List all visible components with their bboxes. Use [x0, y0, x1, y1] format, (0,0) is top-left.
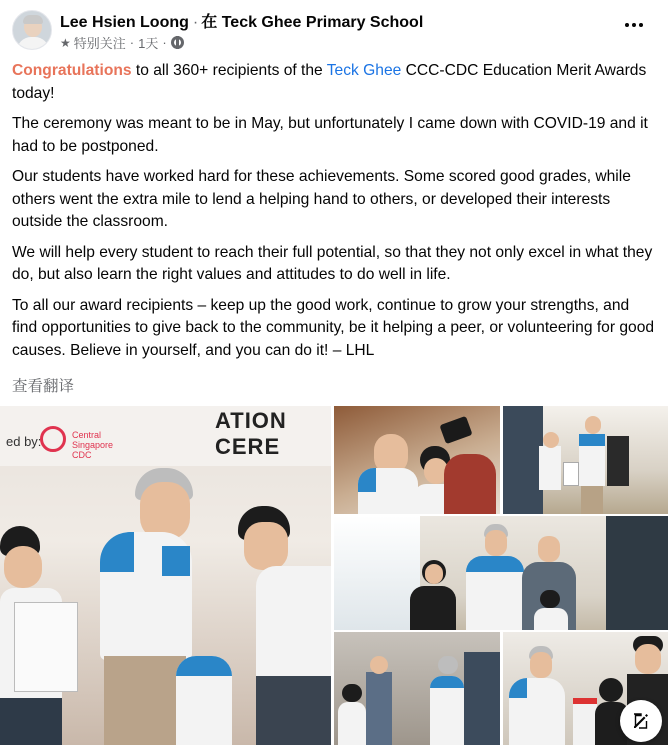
figure-sleeve	[509, 678, 527, 698]
post-header	[0, 0, 668, 56]
author-name[interactable]: Lee Hsien Loong	[60, 14, 189, 31]
post-title-line	[60, 9, 423, 32]
figure-collar	[579, 434, 605, 446]
globe-icon	[171, 36, 184, 49]
logo-line-2: Singapore	[72, 440, 114, 450]
figure-shirt	[607, 436, 629, 486]
meta-dot-2: ·	[162, 35, 167, 50]
star-icon: ★	[60, 35, 71, 50]
paragraph-1	[12, 60, 658, 105]
author-avatar[interactable]	[12, 10, 52, 50]
figure-face	[585, 416, 601, 434]
figure-child	[573, 698, 597, 745]
compose-button[interactable]	[620, 700, 662, 742]
cdc-logo-icon	[40, 426, 66, 452]
photo-selfie[interactable]	[334, 406, 500, 514]
photo-corridor-group[interactable]	[503, 406, 668, 514]
figure-skirt	[0, 698, 62, 745]
location-prefix: 在	[201, 14, 218, 31]
logo-line-1: Central	[72, 430, 102, 440]
paragraph-5: To all our award recipients – keep up the good work, continue to grow your strengths, and find opportunities to give back to the community, be it helping a peer, or volunteering for good causes. Believe in yourself, and you can do it! – LHL	[12, 296, 655, 359]
figure-face	[635, 644, 661, 674]
see-translation-link[interactable]: 查看翻译	[12, 378, 75, 395]
figure-face	[543, 432, 559, 448]
figure-hair	[599, 678, 623, 702]
figure-collar	[176, 656, 232, 676]
highlight-word: Congratulations	[12, 62, 132, 79]
certificate	[14, 602, 78, 692]
figure-face	[485, 530, 507, 556]
location-name[interactable]: Teck Ghee Primary School	[221, 14, 424, 31]
title-separator: ·	[192, 14, 199, 31]
paragraph-4: We will help every student to reach their full potential, so that they not only excel in what they do, but also learn the right values and attitudes to do well in life.	[12, 243, 653, 283]
window	[334, 516, 420, 630]
figure-skirt	[256, 676, 331, 745]
figure-sleeve	[100, 532, 134, 572]
certificate	[563, 462, 579, 486]
figure-shirt	[464, 652, 500, 745]
paragraph-1-end: CCC-CDC Education Merit Awards today!	[12, 62, 647, 102]
teck-ghee-link[interactable]: Teck Ghee	[326, 62, 402, 79]
paragraph-2: The ceremony was meant to be in May, but unfortunately I came down with COVID-19 and it had to be postponed.	[12, 115, 648, 155]
figure-trousers	[104, 656, 186, 745]
photo-main[interactable]	[0, 406, 331, 745]
figure-shirt	[256, 566, 331, 676]
post-meta	[60, 33, 184, 52]
figure-hair	[540, 590, 560, 608]
more-horizontal-icon	[625, 23, 629, 27]
banner-text: ATION CERE	[215, 408, 287, 459]
figure-shirt	[410, 586, 456, 630]
photo-crowd[interactable]	[334, 632, 500, 745]
edit-icon	[631, 711, 651, 731]
figure-shirt	[539, 446, 561, 490]
figure-shirt	[534, 608, 568, 630]
banner-by-text: ed by:	[6, 434, 42, 449]
figure-face	[538, 536, 560, 562]
gate	[606, 516, 668, 630]
post-body	[12, 60, 658, 370]
figure-shirt	[366, 672, 392, 745]
photo-corridor-portrait[interactable]	[334, 516, 668, 630]
figure-face	[425, 564, 443, 584]
gate	[503, 406, 543, 514]
figure-face	[370, 656, 388, 674]
more-options-button[interactable]	[618, 14, 650, 36]
figure-face	[530, 652, 552, 678]
figure-sleeve	[358, 468, 376, 492]
figure-collar	[466, 556, 524, 572]
figure-trousers	[581, 486, 603, 514]
figure-hair	[438, 656, 458, 674]
cdc-logo-text	[72, 430, 113, 460]
figure-shirt	[444, 454, 496, 514]
post-time[interactable]: 1天	[138, 36, 159, 51]
figure-sleeve	[162, 546, 190, 576]
follow-label: 特别关注	[73, 36, 126, 51]
meta-dot: ·	[129, 35, 135, 50]
figure-collar	[430, 676, 464, 688]
paragraph-3: Our students have worked hard for these achievements. Some scored good grades, while others went the extra mile to lend a helping hand to others, or developed their interests outside the classroom.	[12, 168, 631, 230]
phone	[439, 416, 472, 444]
logo-line-3: CDC	[72, 450, 92, 460]
paragraph-1-text: to all 360+ recipients of the	[131, 62, 327, 79]
figure-shirt	[338, 702, 366, 745]
figure-face	[244, 522, 288, 570]
figure-hair	[342, 684, 362, 702]
figure-face	[4, 546, 42, 588]
